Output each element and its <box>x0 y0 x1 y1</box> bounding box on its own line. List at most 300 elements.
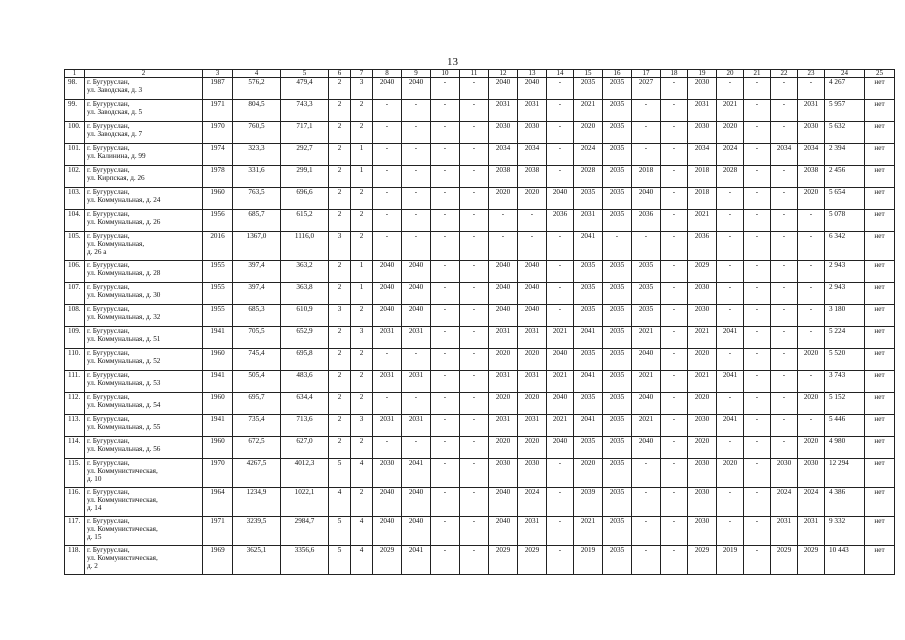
row-number: 107. <box>65 283 85 305</box>
cell-col-12: 2040 <box>489 517 518 546</box>
cell-col-20: 2020 <box>717 459 744 488</box>
cell-col-10: - <box>431 488 460 517</box>
cell-col-11: - <box>460 327 489 349</box>
cell-col-20: - <box>717 188 744 210</box>
cell-col-12: 2040 <box>489 305 518 327</box>
column-number-25: 25 <box>865 70 895 78</box>
cell-col-11: - <box>460 166 489 188</box>
cell-col-8: 2029 <box>373 546 402 575</box>
cell-col-9: 2031 <box>402 371 431 393</box>
column-number-19: 19 <box>688 70 717 78</box>
cell-col-19: 2018 <box>688 166 717 188</box>
cell-col-17: - <box>632 459 661 488</box>
cell-col-9: - <box>402 232 431 261</box>
cell-col-13: 2020 <box>518 188 547 210</box>
cell-col-22: - <box>771 283 798 305</box>
cell-col-22: 2024 <box>771 488 798 517</box>
cell-col-15: 2041 <box>574 371 603 393</box>
cell-col-15: 2041 <box>574 232 603 261</box>
cell-col-18: - <box>661 349 688 371</box>
cell-col-14: 2036 <box>547 210 574 232</box>
cell-col-23: - <box>798 327 825 349</box>
cell-col-20: 2020 <box>717 122 744 144</box>
cell-col-25: нет <box>865 261 895 283</box>
cell-col-10: - <box>431 144 460 166</box>
cell-col-15: 2035 <box>574 437 603 459</box>
cell-col-13: 2030 <box>518 122 547 144</box>
cell-col-20: 2024 <box>717 144 744 166</box>
cell-col-3: 1941 <box>203 371 233 393</box>
cell-col-8: 2031 <box>373 371 402 393</box>
cell-col-24: 2 456 <box>825 166 865 188</box>
column-number-9: 9 <box>402 70 431 78</box>
cell-col-22: - <box>771 305 798 327</box>
cell-col-12: - <box>489 232 518 261</box>
cell-col-25: нет <box>865 517 895 546</box>
column-number-8: 8 <box>373 70 402 78</box>
cell-col-18: - <box>661 78 688 100</box>
cell-col-23: 2030 <box>798 459 825 488</box>
cell-col-21: - <box>744 305 771 327</box>
cell-col-7: 3 <box>351 78 373 100</box>
cell-col-11: - <box>460 546 489 575</box>
address-cell <box>85 305 203 327</box>
cell-col-16: 2035 <box>603 415 632 437</box>
cell-col-16: 2035 <box>603 517 632 546</box>
cell-col-16: 2035 <box>603 283 632 305</box>
cell-col-15: 2028 <box>574 166 603 188</box>
table-row <box>65 166 895 188</box>
cell-col-7: 2 <box>351 232 373 261</box>
column-number-13: 13 <box>518 70 547 78</box>
table-row <box>65 144 895 166</box>
cell-col-15: 2019 <box>574 546 603 575</box>
table-row <box>65 517 895 546</box>
cell-col-12: 2031 <box>489 371 518 393</box>
column-number-1: 1 <box>65 70 85 78</box>
cell-col-15: 2021 <box>574 517 603 546</box>
cell-col-4: 1367,0 <box>233 232 281 261</box>
cell-col-10: - <box>431 459 460 488</box>
cell-col-4: 685,3 <box>233 305 281 327</box>
cell-col-20: - <box>717 437 744 459</box>
address-cell <box>85 122 203 144</box>
housing-register-table <box>64 69 895 575</box>
cell-col-5: 2984,7 <box>281 517 329 546</box>
cell-col-23: 2038 <box>798 166 825 188</box>
cell-col-25: нет <box>865 283 895 305</box>
cell-col-9: - <box>402 349 431 371</box>
cell-col-3: 1960 <box>203 437 233 459</box>
cell-col-18: - <box>661 393 688 415</box>
cell-col-18: - <box>661 517 688 546</box>
address-line: ул. Коммунальная, д. 30 <box>87 291 161 299</box>
cell-col-23: - <box>798 78 825 100</box>
cell-col-15: 2020 <box>574 459 603 488</box>
cell-col-6: 4 <box>329 488 351 517</box>
cell-col-4: 397,4 <box>233 261 281 283</box>
cell-col-14: - <box>547 100 574 122</box>
address-line: г. Бугуруслан, <box>87 546 130 554</box>
address-cell <box>85 78 203 100</box>
cell-col-18: - <box>661 210 688 232</box>
cell-col-5: 1116,0 <box>281 232 329 261</box>
cell-col-21: - <box>744 437 771 459</box>
address-cell <box>85 166 203 188</box>
cell-col-16: - <box>603 232 632 261</box>
address-line: г. Бугуруслан, <box>87 437 130 445</box>
column-number-header <box>65 70 895 78</box>
cell-col-23: 2020 <box>798 393 825 415</box>
cell-col-23: 2029 <box>798 546 825 575</box>
cell-col-3: 1956 <box>203 210 233 232</box>
cell-col-16: 2035 <box>603 488 632 517</box>
cell-col-22: - <box>771 261 798 283</box>
cell-col-20: - <box>717 349 744 371</box>
cell-col-11: - <box>460 144 489 166</box>
cell-col-6: 2 <box>329 144 351 166</box>
address-cell <box>85 371 203 393</box>
column-number-14: 14 <box>547 70 574 78</box>
cell-col-22: - <box>771 166 798 188</box>
row-number: 111. <box>65 371 85 393</box>
cell-col-9: 2040 <box>402 261 431 283</box>
cell-col-13: 2038 <box>518 166 547 188</box>
address-cell <box>85 459 203 488</box>
cell-col-19: 2030 <box>688 459 717 488</box>
row-number: 101. <box>65 144 85 166</box>
cell-col-18: - <box>661 415 688 437</box>
cell-col-24: 5 957 <box>825 100 865 122</box>
cell-col-25: нет <box>865 546 895 575</box>
cell-col-5: 3356,6 <box>281 546 329 575</box>
cell-col-19: 2030 <box>688 283 717 305</box>
cell-col-13: 2020 <box>518 393 547 415</box>
cell-col-7: 1 <box>351 261 373 283</box>
cell-col-25: нет <box>865 371 895 393</box>
table-row <box>65 232 895 261</box>
cell-col-20: - <box>717 305 744 327</box>
cell-col-25: нет <box>865 488 895 517</box>
cell-col-24: 4 386 <box>825 488 865 517</box>
address-line: г. Бугуруслан, <box>87 459 130 467</box>
cell-col-7: 2 <box>351 100 373 122</box>
cell-col-6: 5 <box>329 546 351 575</box>
cell-col-11: - <box>460 393 489 415</box>
cell-col-25: нет <box>865 166 895 188</box>
cell-col-4: 397,4 <box>233 283 281 305</box>
column-number-15: 15 <box>574 70 603 78</box>
address-cell <box>85 517 203 546</box>
cell-col-25: нет <box>865 78 895 100</box>
cell-col-11: - <box>460 488 489 517</box>
address-line: г. Бугуруслан, <box>87 144 130 152</box>
cell-col-16: 2035 <box>603 459 632 488</box>
cell-col-7: 2 <box>351 437 373 459</box>
cell-col-24: 12 294 <box>825 459 865 488</box>
cell-col-6: 2 <box>329 166 351 188</box>
cell-col-19: 2021 <box>688 371 717 393</box>
cell-col-7: 2 <box>351 349 373 371</box>
column-number-3: 3 <box>203 70 233 78</box>
cell-col-23: 2031 <box>798 100 825 122</box>
cell-col-10: - <box>431 393 460 415</box>
cell-col-17: 2035 <box>632 261 661 283</box>
table-row <box>65 371 895 393</box>
address-cell <box>85 188 203 210</box>
cell-col-23: - <box>798 415 825 437</box>
cell-col-10: - <box>431 371 460 393</box>
cell-col-19: 2030 <box>688 517 717 546</box>
cell-col-22: - <box>771 78 798 100</box>
cell-col-15: 2035 <box>574 261 603 283</box>
cell-col-14: - <box>547 144 574 166</box>
cell-col-5: 652,9 <box>281 327 329 349</box>
cell-col-10: - <box>431 188 460 210</box>
cell-col-6: 2 <box>329 283 351 305</box>
column-number-6: 6 <box>329 70 351 78</box>
cell-col-4: 760,5 <box>233 122 281 144</box>
cell-col-25: нет <box>865 415 895 437</box>
cell-col-4: 763,5 <box>233 188 281 210</box>
address-line: д. 26 а <box>87 248 107 256</box>
cell-col-18: - <box>661 437 688 459</box>
cell-col-19: 2020 <box>688 393 717 415</box>
address-line: ул. Коммунальная, д. 54 <box>87 401 161 409</box>
cell-col-7: 3 <box>351 327 373 349</box>
address-line: ул. Калинина, д. 99 <box>87 152 146 160</box>
table-row <box>65 78 895 100</box>
cell-col-5: 1022,1 <box>281 488 329 517</box>
cell-col-12: 2020 <box>489 393 518 415</box>
cell-col-24: 9 332 <box>825 517 865 546</box>
cell-col-3: 1955 <box>203 261 233 283</box>
cell-col-24: 5 078 <box>825 210 865 232</box>
cell-col-23: 2031 <box>798 517 825 546</box>
cell-col-9: 2031 <box>402 327 431 349</box>
table-row <box>65 488 895 517</box>
address-cell <box>85 415 203 437</box>
cell-col-25: нет <box>865 349 895 371</box>
cell-col-12: 2030 <box>489 122 518 144</box>
cell-col-7: 1 <box>351 283 373 305</box>
cell-col-8: - <box>373 166 402 188</box>
cell-col-3: 1941 <box>203 327 233 349</box>
cell-col-10: - <box>431 261 460 283</box>
row-number: 104. <box>65 210 85 232</box>
cell-col-7: 2 <box>351 122 373 144</box>
address-line: ул. Заводская, д. 3 <box>87 86 143 94</box>
cell-col-24: 2 394 <box>825 144 865 166</box>
cell-col-6: 5 <box>329 517 351 546</box>
cell-col-14: 2021 <box>547 327 574 349</box>
cell-col-4: 323,3 <box>233 144 281 166</box>
cell-col-22: - <box>771 327 798 349</box>
cell-col-24: 5 520 <box>825 349 865 371</box>
cell-col-10: - <box>431 349 460 371</box>
address-cell <box>85 327 203 349</box>
cell-col-19: 2034 <box>688 144 717 166</box>
address-line: г. Бугуруслан, <box>87 283 130 291</box>
cell-col-8: 2040 <box>373 261 402 283</box>
address-line: д. 15 <box>87 533 102 541</box>
cell-col-16: 2035 <box>603 349 632 371</box>
cell-col-16: 2035 <box>603 437 632 459</box>
cell-col-15: 2035 <box>574 283 603 305</box>
cell-col-16: 2035 <box>603 546 632 575</box>
cell-col-14: - <box>547 488 574 517</box>
cell-col-5: 363,2 <box>281 261 329 283</box>
cell-col-20: - <box>717 78 744 100</box>
cell-col-6: 2 <box>329 327 351 349</box>
cell-col-12: 2020 <box>489 437 518 459</box>
row-number: 117. <box>65 517 85 546</box>
cell-col-25: нет <box>865 144 895 166</box>
address-line: ул. Коммунальная, д. 52 <box>87 357 161 365</box>
cell-col-15: 2035 <box>574 78 603 100</box>
cell-col-21: - <box>744 393 771 415</box>
cell-col-24: 2 943 <box>825 261 865 283</box>
cell-col-4: 672,5 <box>233 437 281 459</box>
cell-col-17: 2035 <box>632 305 661 327</box>
cell-col-6: 2 <box>329 210 351 232</box>
cell-col-10: - <box>431 283 460 305</box>
cell-col-7: 1 <box>351 144 373 166</box>
cell-col-8: - <box>373 122 402 144</box>
table-row <box>65 283 895 305</box>
cell-col-3: 1955 <box>203 283 233 305</box>
cell-col-4: 745,4 <box>233 349 281 371</box>
cell-col-21: - <box>744 122 771 144</box>
cell-col-4: 3239,5 <box>233 517 281 546</box>
cell-col-11: - <box>460 371 489 393</box>
cell-col-9: 2040 <box>402 305 431 327</box>
cell-col-16: 2035 <box>603 371 632 393</box>
cell-col-18: - <box>661 166 688 188</box>
cell-col-8: - <box>373 232 402 261</box>
cell-col-11: - <box>460 232 489 261</box>
cell-col-20: 2041 <box>717 327 744 349</box>
cell-col-4: 695,7 <box>233 393 281 415</box>
cell-col-19: 2020 <box>688 349 717 371</box>
cell-col-12: 2030 <box>489 459 518 488</box>
cell-col-11: - <box>460 100 489 122</box>
cell-col-5: 627,0 <box>281 437 329 459</box>
row-number: 98. <box>65 78 85 100</box>
cell-col-3: 2016 <box>203 232 233 261</box>
cell-col-4: 505,4 <box>233 371 281 393</box>
cell-col-21: - <box>744 100 771 122</box>
cell-col-9: 2040 <box>402 78 431 100</box>
cell-col-9: - <box>402 210 431 232</box>
cell-col-8: 2030 <box>373 459 402 488</box>
cell-col-18: - <box>661 283 688 305</box>
cell-col-8: 2031 <box>373 327 402 349</box>
cell-col-8: 2040 <box>373 283 402 305</box>
address-line: г. Бугуруслан, <box>87 415 130 423</box>
row-number: 110. <box>65 349 85 371</box>
cell-col-13: 2031 <box>518 100 547 122</box>
address-line: г. Бугуруслан, <box>87 78 130 86</box>
cell-col-13: 2040 <box>518 78 547 100</box>
address-line: ул. Коммунальная, д. 26 <box>87 218 161 226</box>
cell-col-15: 2031 <box>574 210 603 232</box>
cell-col-22: - <box>771 232 798 261</box>
cell-col-13: 2030 <box>518 459 547 488</box>
cell-col-14: 2021 <box>547 371 574 393</box>
cell-col-23: 2024 <box>798 488 825 517</box>
cell-col-5: 717,1 <box>281 122 329 144</box>
address-line: г. Бугуруслан, <box>87 166 130 174</box>
address-line: г. Бугуруслан, <box>87 261 130 269</box>
cell-col-8: - <box>373 210 402 232</box>
cell-col-5: 696,6 <box>281 188 329 210</box>
cell-col-14: - <box>547 305 574 327</box>
cell-col-17: 2021 <box>632 415 661 437</box>
cell-col-24: 3 180 <box>825 305 865 327</box>
cell-col-21: - <box>744 349 771 371</box>
cell-col-14: - <box>547 283 574 305</box>
row-number: 113. <box>65 415 85 437</box>
cell-col-19: 2030 <box>688 305 717 327</box>
cell-col-5: 743,3 <box>281 100 329 122</box>
cell-col-15: 2035 <box>574 349 603 371</box>
cell-col-16: 2035 <box>603 261 632 283</box>
cell-col-24: 6 342 <box>825 232 865 261</box>
cell-col-20: - <box>717 232 744 261</box>
column-number-24: 24 <box>825 70 865 78</box>
column-number-5: 5 <box>281 70 329 78</box>
cell-col-18: - <box>661 327 688 349</box>
address-line: г. Бугуруслан, <box>87 210 130 218</box>
address-line: ул. Коммунальная, д. 24 <box>87 196 161 204</box>
address-line: г. Бугуруслан, <box>87 122 130 130</box>
cell-col-4: 804,5 <box>233 100 281 122</box>
cell-col-7: 1 <box>351 166 373 188</box>
row-number: 112. <box>65 393 85 415</box>
cell-col-15: 2041 <box>574 415 603 437</box>
cell-col-18: - <box>661 122 688 144</box>
cell-col-24: 4 980 <box>825 437 865 459</box>
cell-col-5: 363,8 <box>281 283 329 305</box>
cell-col-9: 2040 <box>402 488 431 517</box>
cell-col-6: 2 <box>329 100 351 122</box>
cell-col-25: нет <box>865 100 895 122</box>
cell-col-3: 1960 <box>203 393 233 415</box>
address-line: ул. Коммунальная, д. 55 <box>87 423 161 431</box>
cell-col-11: - <box>460 349 489 371</box>
cell-col-11: - <box>460 305 489 327</box>
cell-col-18: - <box>661 144 688 166</box>
cell-col-20: - <box>717 210 744 232</box>
cell-col-3: 1960 <box>203 349 233 371</box>
cell-col-6: 3 <box>329 232 351 261</box>
cell-col-21: - <box>744 415 771 437</box>
cell-col-17: 2040 <box>632 349 661 371</box>
address-line: ул. Коммунистическая, <box>87 525 158 533</box>
cell-col-15: 2039 <box>574 488 603 517</box>
cell-col-24: 4 267 <box>825 78 865 100</box>
cell-col-25: нет <box>865 210 895 232</box>
cell-col-16: 2035 <box>603 166 632 188</box>
cell-col-14: - <box>547 546 574 575</box>
cell-col-6: 2 <box>329 78 351 100</box>
cell-col-16: 2035 <box>603 100 632 122</box>
cell-col-20: - <box>717 393 744 415</box>
cell-col-6: 2 <box>329 415 351 437</box>
cell-col-3: 1978 <box>203 166 233 188</box>
table-row <box>65 349 895 371</box>
